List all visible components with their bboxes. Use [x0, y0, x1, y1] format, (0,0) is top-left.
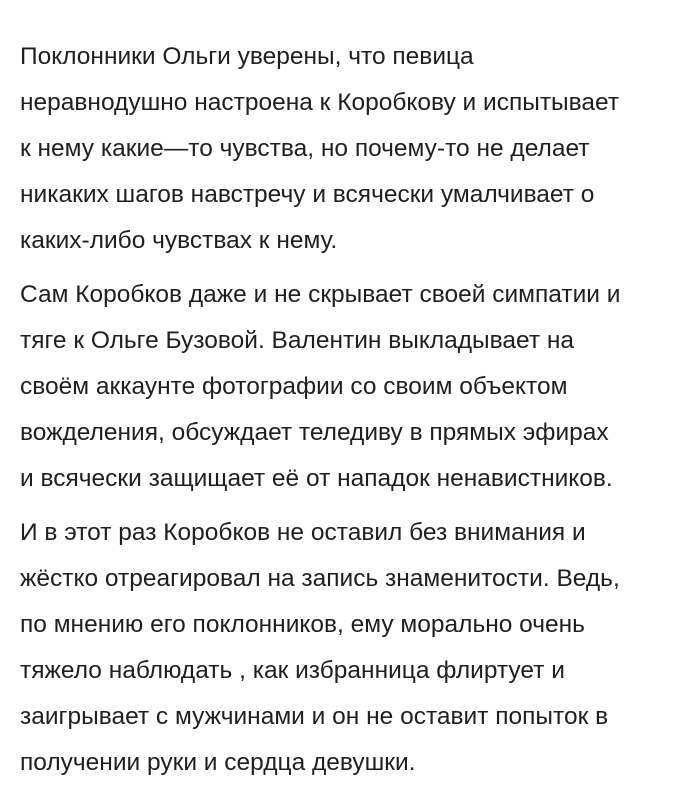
text-line: и всячески защищает её от нападок ненавистников. [20, 465, 613, 492]
text-line: каких-либо чувствах к нему. [20, 227, 338, 254]
text-line: никаких шагов навстречу и всячески умалчивает о [20, 181, 595, 208]
text-line: заигрывает с мужчинами и он не оставит попыток в [20, 703, 609, 730]
paragraph-2 [20, 272, 695, 502]
text-line: к нему какие—то чувства, но почему-то не делает [20, 135, 590, 162]
text-line: Поклонники Ольги уверены, что певица [20, 43, 474, 70]
text-line: Сам Коробков даже и не скрывает своей симпатии и [20, 281, 621, 308]
text-line: жёстко отреагировал на запись знаменитости. Ведь, [20, 565, 620, 592]
text-line: тяге к Ольге Бузовой. Валентин выкладывает на [20, 327, 575, 354]
text-line: вожделения, обсуждает теледиву в прямых эфирах [20, 419, 609, 446]
paragraph-3 [20, 510, 695, 786]
text-line: тяжело наблюдать , как избранница флиртует и [20, 657, 565, 684]
text-line: своём аккаунте фотографии со своим объектом [20, 373, 568, 400]
text-line: получении руки и сердца девушки. [20, 749, 416, 776]
text-line: по мнению его поклонников, ему морально очень [20, 611, 585, 638]
text-line: неравнодушно настроена к Коробкову и испытывает [20, 89, 620, 116]
text-line: И в этот раз Коробков не оставил без внимания и [20, 519, 586, 546]
paragraph-1 [20, 34, 695, 264]
